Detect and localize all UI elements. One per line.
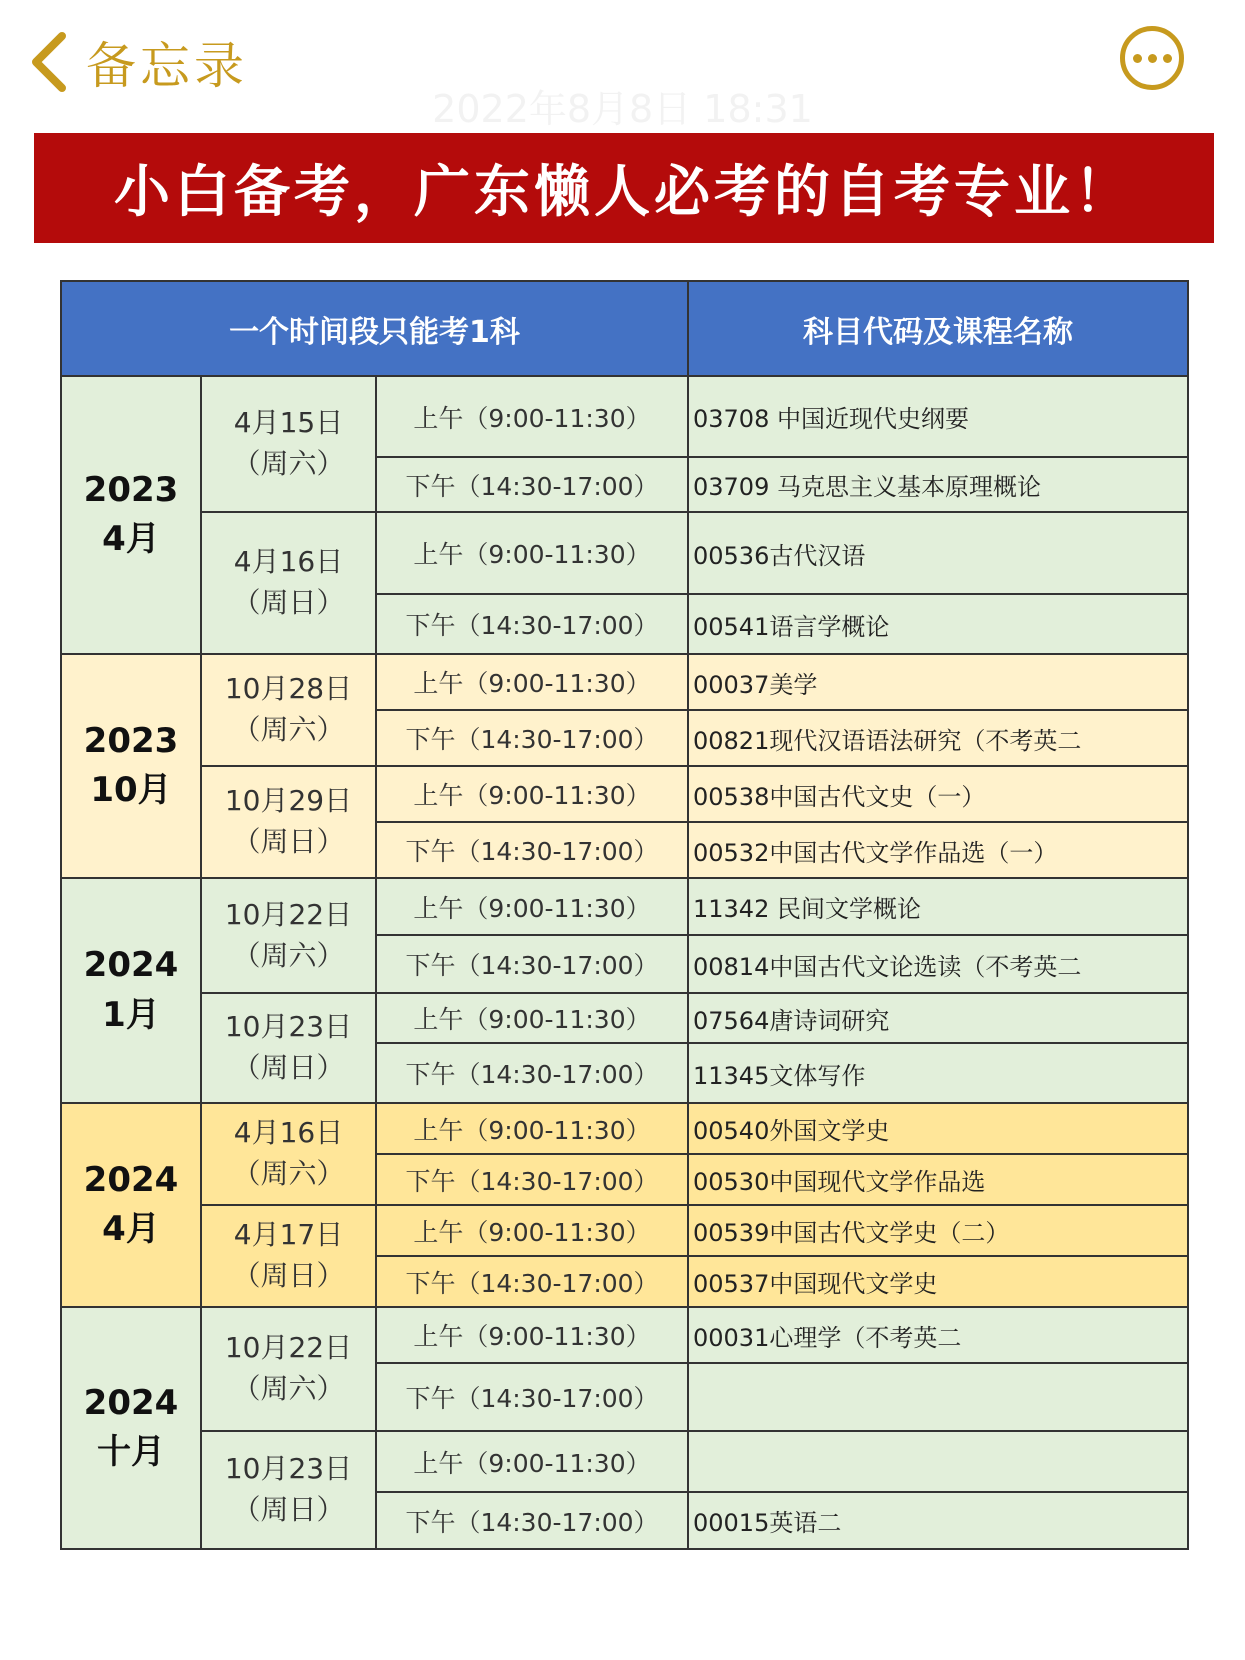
table-row (61, 1103, 1188, 1154)
table-row (61, 376, 1188, 457)
year-label: 2023 (83, 469, 179, 510)
course-cell (688, 1363, 1188, 1431)
month-label: 十月 (97, 1432, 165, 1472)
exam-date-cell (201, 1307, 376, 1431)
month-label: 10月 (90, 770, 172, 810)
course-cell: 00015英语二 (688, 1492, 1188, 1549)
time-slot-cell: 下午（14:30-17:00） (376, 1363, 688, 1431)
time-slot-cell: 上午（9:00-11:30） (376, 878, 688, 935)
course-cell: 00530中国现代文学作品选 (688, 1154, 1188, 1205)
header-time-slot: 一个时间段只能考1科 (61, 281, 688, 376)
time-slot-cell: 上午（9:00-11:30） (376, 1103, 688, 1154)
exam-date-cell (201, 1431, 376, 1549)
time-slot-cell: 上午（9:00-11:30） (376, 376, 688, 457)
course-cell: 00031心理学（不考英二 (688, 1307, 1188, 1363)
exam-date-cell (201, 1103, 376, 1205)
course-cell: 00532中国古代文学作品选（一） (688, 822, 1188, 878)
exam-date: 10月29日 (224, 784, 353, 818)
nav-bar (0, 0, 1245, 131)
exam-date-cell (201, 878, 376, 993)
exam-date-cell (201, 376, 376, 512)
course-cell: 03708 中国近现代史纲要 (688, 376, 1188, 457)
time-slot-cell: 上午（9:00-11:30） (376, 1431, 688, 1492)
course-cell: 00537中国现代文学史 (688, 1256, 1188, 1307)
time-slot-cell: 上午（9:00-11:30） (376, 1205, 688, 1256)
table-header-row (61, 281, 1188, 376)
exam-weekday: （周日） (232, 1259, 345, 1292)
month-label: 4月 (102, 1209, 160, 1249)
course-cell: 11345文体写作 (688, 1043, 1188, 1103)
table-row (61, 1431, 1188, 1492)
ellipsis-icon (1133, 54, 1142, 63)
table-row (61, 1307, 1188, 1363)
exam-weekday: （周日） (232, 1493, 345, 1526)
course-cell: 00536古代汉语 (688, 512, 1188, 594)
exam-date: 10月23日 (224, 1010, 353, 1044)
course-cell: 00541语言学概论 (688, 594, 1188, 654)
exam-date: 10月28日 (224, 672, 353, 706)
time-slot-cell: 上午（9:00-11:30） (376, 1307, 688, 1363)
exam-weekday: （周六） (232, 938, 345, 972)
exam-date: 4月16日 (233, 1116, 344, 1150)
course-cell: 00540外国文学史 (688, 1103, 1188, 1154)
table-row (61, 766, 1188, 822)
year-month-cell (61, 654, 201, 878)
course-cell: 11342 民间文学概论 (688, 878, 1188, 935)
year-label: 2024 (83, 1382, 179, 1423)
exam-date: 10月22日 (224, 1331, 353, 1365)
course-cell: 00538中国古代文史（一） (688, 766, 1188, 822)
course-cell: 00814中国古代文论选读（不考英二 (688, 935, 1188, 993)
table-row (61, 878, 1188, 935)
time-slot-cell: 上午（9:00-11:30） (376, 766, 688, 822)
exam-weekday: （周六） (232, 447, 345, 480)
course-cell: 00037美学 (688, 654, 1188, 710)
time-slot-cell: 下午（14:30-17:00） (376, 1256, 688, 1307)
more-options-button[interactable] (1120, 26, 1184, 90)
table-row (61, 993, 1188, 1043)
time-slot-cell: 下午（14:30-17:00） (376, 457, 688, 512)
time-slot-cell: 下午（14:30-17:00） (376, 1043, 688, 1103)
time-slot-cell: 下午（14:30-17:00） (376, 935, 688, 993)
course-cell: 03709 马克思主义基本原理概论 (688, 457, 1188, 512)
exam-date-cell (201, 766, 376, 878)
exam-schedule-table (60, 280, 1189, 1550)
table-row (61, 654, 1188, 710)
time-slot-cell: 上午（9:00-11:30） (376, 993, 688, 1043)
exam-date: 4月16日 (233, 545, 344, 579)
time-slot-cell: 下午（14:30-17:00） (376, 594, 688, 654)
time-slot-cell: 上午（9:00-11:30） (376, 654, 688, 710)
year-label: 2024 (83, 945, 179, 986)
course-cell: 00539中国古代文学史（二） (688, 1205, 1188, 1256)
year-label: 2024 (83, 1159, 179, 1200)
exam-date: 10月22日 (224, 897, 353, 931)
banner-title: 小白备考，广东懒人必考的自考专业！ (114, 160, 1134, 225)
time-slot-cell: 下午（14:30-17:00） (376, 710, 688, 766)
back-label: 备忘录 (86, 37, 248, 95)
course-cell (688, 1431, 1188, 1492)
time-slot-cell: 下午（14:30-17:00） (376, 822, 688, 878)
exam-date-cell (201, 654, 376, 766)
month-label: 4月 (102, 519, 160, 559)
exam-date-cell (201, 512, 376, 654)
exam-weekday: （周六） (232, 713, 345, 746)
title-banner (34, 133, 1214, 243)
note-timestamp: 2022年8月8日 18:31 (432, 87, 813, 131)
table-row (61, 1205, 1188, 1256)
exam-date: 10月23日 (224, 1452, 353, 1486)
exam-date-cell (201, 993, 376, 1103)
table-row (61, 512, 1188, 594)
course-cell: 07564唐诗词研究 (688, 993, 1188, 1043)
exam-weekday: （周日） (232, 1051, 345, 1084)
exam-weekday: （周日） (232, 825, 345, 858)
exam-date: 4月15日 (233, 406, 344, 440)
time-slot-cell: 下午（14:30-17:00） (376, 1492, 688, 1549)
course-cell: 00821现代汉语语法研究（不考英二 (688, 710, 1188, 766)
table-body (61, 376, 1188, 1549)
time-slot-cell: 上午（9:00-11:30） (376, 512, 688, 594)
year-month-cell (61, 878, 201, 1103)
year-label: 2023 (83, 720, 179, 761)
year-month-cell (61, 1103, 201, 1307)
month-label: 1月 (102, 994, 160, 1035)
header-course: 科目代码及课程名称 (688, 281, 1188, 376)
exam-weekday: （周六） (232, 1157, 345, 1190)
year-month-cell (61, 1307, 201, 1549)
year-month-cell (61, 376, 201, 654)
exam-date: 4月17日 (233, 1218, 344, 1252)
time-slot-cell: 下午（14:30-17:00） (376, 1154, 688, 1205)
exam-weekday: （周六） (232, 1372, 345, 1405)
exam-date-cell (201, 1205, 376, 1307)
exam-weekday: （周日） (232, 586, 345, 619)
